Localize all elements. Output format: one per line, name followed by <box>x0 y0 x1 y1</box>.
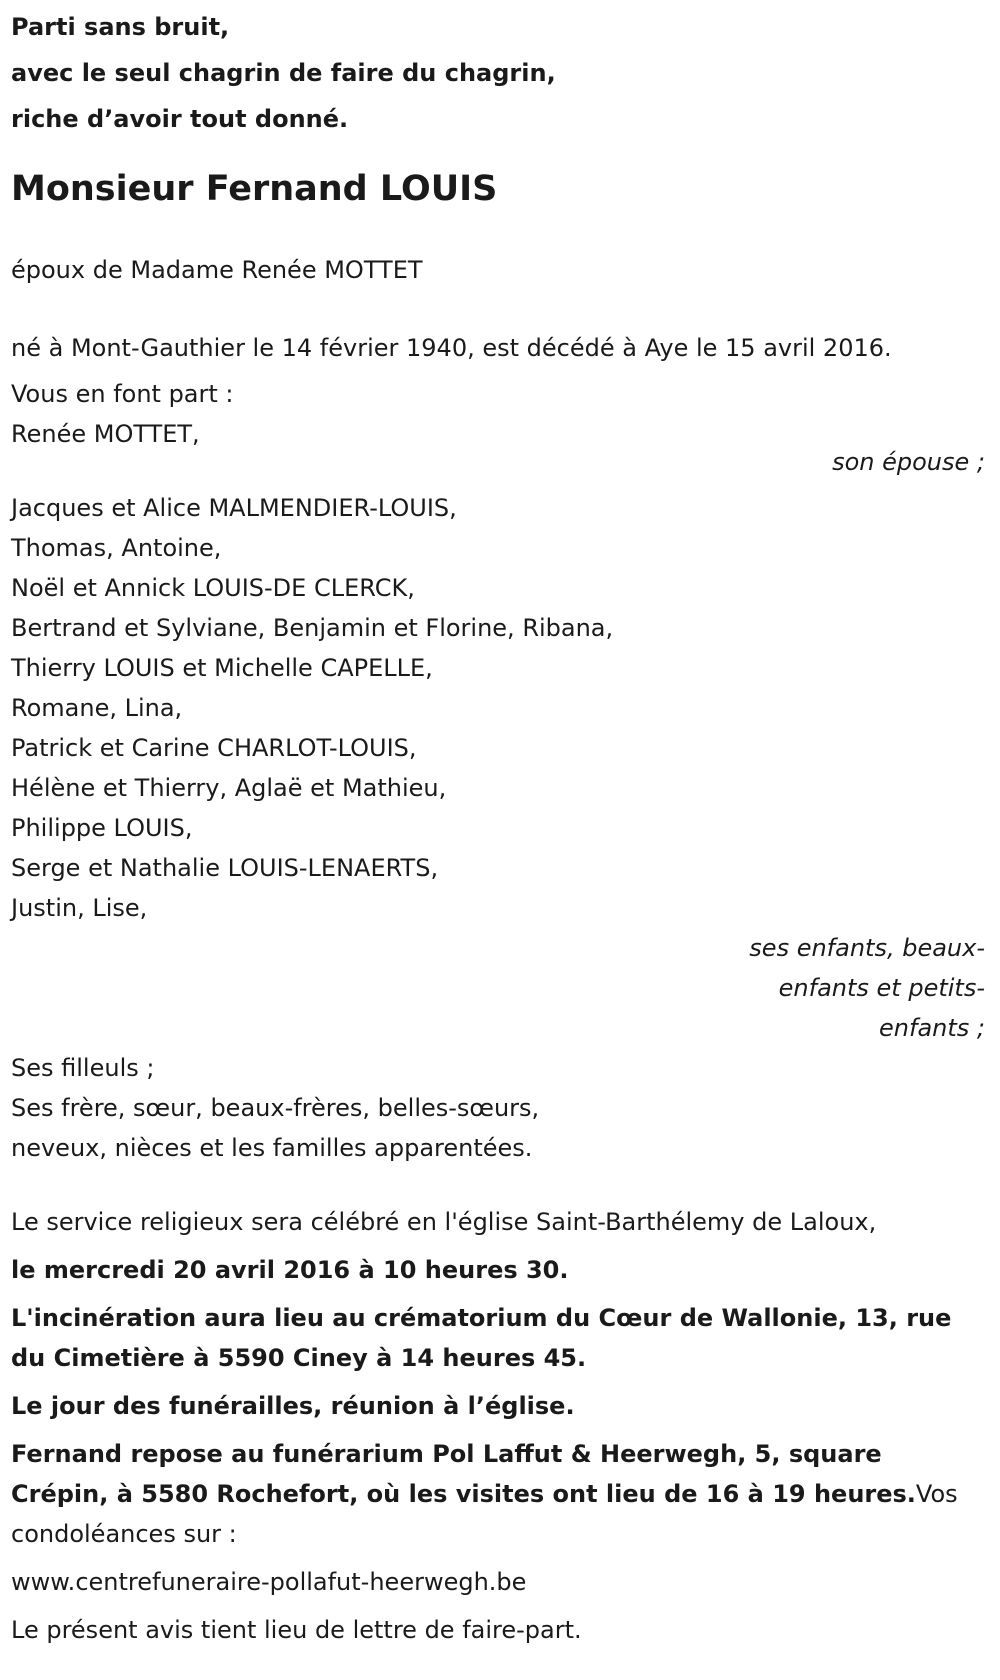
spouse-role: son épouse ; <box>832 448 985 476</box>
rest-info-bold: Fernand repose au funérarium Pol Laffut & Heerwegh, 5, square Crépin, à 5580 Rochefort, où les visites ont lieu de 16 à 19 heures. <box>11 1440 916 1508</box>
children-role-line-1: ses enfants, beaux- <box>749 934 985 962</box>
list-item: Serge et Nathalie LOUIS-LENAERTS, <box>11 854 439 882</box>
list-item: Justin, Lise, <box>11 894 148 922</box>
poem-line-3: riche d’avoir tout donné. <box>11 105 349 133</box>
list-item: Noël et Annick LOUIS-DE CLERCK, <box>11 574 415 602</box>
closing-line: Le présent avis tient lieu de lettre de faire-part. <box>11 1616 582 1644</box>
children-list <box>11 488 991 928</box>
children-role-line-2: enfants et petits- <box>778 974 985 1002</box>
service-line: Le service religieux sera célébré en l'église Saint-Barthélemy de Laloux, <box>11 1208 877 1236</box>
obituary-notice <box>11 0 991 1650</box>
list-item: Bertrand et Sylviane, Benjamin et Florine, Ribana, <box>11 614 614 642</box>
spouse-name: Renée MOTTET, <box>11 420 200 448</box>
children-role <box>11 928 991 1048</box>
poem <box>11 0 991 142</box>
deceased-name: Monsieur Fernand LOUIS <box>11 169 498 209</box>
meeting-info: Le jour des funérailles, réunion à l’église. <box>11 1392 575 1420</box>
relatives-list <box>11 1048 991 1168</box>
list-item: Romane, Lina, <box>11 694 183 722</box>
list-item: Thomas, Antoine, <box>11 534 222 562</box>
list-item: Jacques et Alice MALMENDIER-LOUIS, <box>11 494 457 522</box>
spouse-line: époux de Madame Renée MOTTET <box>11 256 423 284</box>
birth-death-line: né à Mont-Gauthier le 14 février 1940, est décédé à Aye le 15 avril 2016. <box>11 334 892 362</box>
list-item: Patrick et Carine CHARLOT-LOUIS, <box>11 734 417 762</box>
website-link[interactable]: www.centrefuneraire-pollafut-heerwegh.be <box>11 1568 527 1596</box>
announcement-intro: Vous en font part : <box>11 380 234 408</box>
poem-line-1: Parti sans bruit, <box>11 13 230 41</box>
list-item: Ses frère, sœur, beaux-frères, belles-sœurs, <box>11 1094 540 1122</box>
service-date: le mercredi 20 avril 2016 à 10 heures 30. <box>11 1256 569 1284</box>
children-role-line-3: enfants ; <box>879 1014 985 1042</box>
announcement-block <box>11 374 991 482</box>
list-item: Ses filleuls ; <box>11 1054 155 1082</box>
poem-line-2: avec le seul chagrin de faire du chagrin, <box>11 59 556 87</box>
rest-info-normal: Vos condoléances sur : <box>11 1480 958 1548</box>
cremation-info: L'incinération aura lieu au crématorium du Cœur de Wallonie, 13, rue du Cimetière à 5590 Ciney à 14 heures 45. <box>11 1304 952 1372</box>
list-item: Hélène et Thierry, Aglaë et Mathieu, <box>11 774 447 802</box>
list-item: Thierry LOUIS et Michelle CAPELLE, <box>11 654 433 682</box>
rest-info <box>11 1434 971 1554</box>
list-item: neveux, nièces et les familles apparentées. <box>11 1134 533 1162</box>
list-item: Philippe LOUIS, <box>11 814 193 842</box>
